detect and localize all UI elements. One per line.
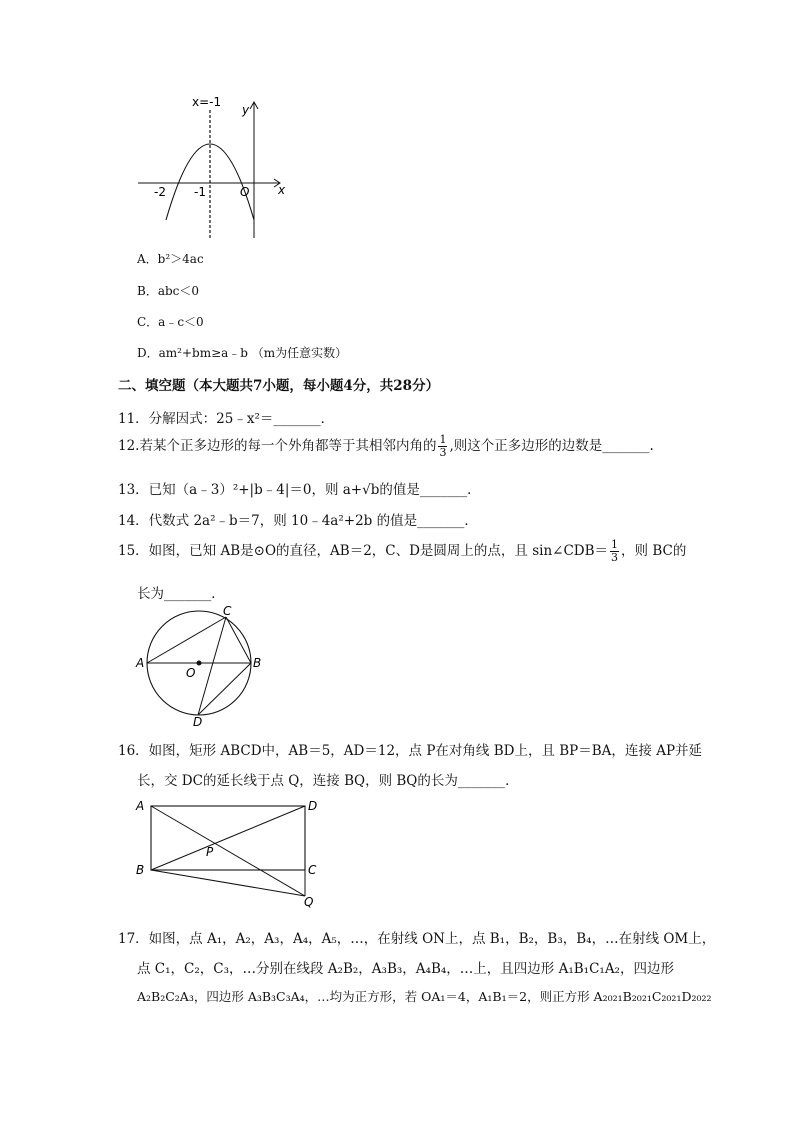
label-q: Q bbox=[304, 895, 314, 908]
q12-after: ,则这个正多边形的边数是_______. bbox=[449, 438, 654, 454]
q15-before: 15．如图，已知 AB是⊙O的直径，AB＝2，C、D是圆周上的点，且 sin∠CDB＝ bbox=[118, 543, 609, 559]
question-17-line3: A₂B₂C₂A₃，四边形 A₃B₃C₃A₄，…均为正方形，若 OA₁＝4，A₁B₁＝2，则正方形 A₂₀₂₁B₂₀₂₁C₂₀₂₁D₂₀₂₂ bbox=[137, 989, 712, 1004]
question-16-line1: 16．如图，矩形 ABCD中，AB＝5，AD＝12，点 P在对角线 BD上，且 BP＝BA，连接 AP并延 bbox=[118, 743, 703, 759]
segment-ac bbox=[147, 617, 226, 663]
question-15 bbox=[118, 539, 686, 564]
y-label: y bbox=[242, 103, 250, 117]
label-c: C bbox=[223, 604, 232, 618]
question-17-line1: 17．如图，点 A₁，A₂，A₃，A₄，A₅，…，在射线 ON上，点 B₁，B₂，B₃，B₄，…在射线 OM上， bbox=[118, 931, 716, 947]
q15-fraction bbox=[610, 539, 619, 564]
question-14: 14．代数式 2a²﹣b＝7，则 10﹣4a²+2b 的值是_______． bbox=[118, 513, 478, 529]
label-a: A bbox=[136, 799, 145, 813]
x-label: x bbox=[278, 183, 286, 197]
label-b: B bbox=[253, 656, 262, 670]
diagonal-bd bbox=[151, 806, 305, 870]
label-b: B bbox=[136, 863, 145, 877]
rectangle-figure bbox=[132, 796, 332, 908]
question-15-line2: 长为_______． bbox=[137, 586, 225, 602]
label-p: P bbox=[206, 845, 214, 859]
option-b: B．abc＜0 bbox=[137, 284, 200, 298]
tick-neg2: -2 bbox=[154, 185, 166, 199]
question-17-line2: 点 C₁，C₂，C₃，…分别在线段 A₂B₂，A₃B₃，A₄B₄，…上，且四边形 A₁B₁C₁A₂，四边形 bbox=[137, 961, 674, 977]
origin-label: O bbox=[240, 185, 250, 199]
label-d: D bbox=[193, 715, 203, 729]
q12-frac-den: 3 bbox=[439, 446, 447, 459]
tick-neg1: -1 bbox=[194, 185, 206, 199]
question-12 bbox=[118, 434, 654, 459]
label-o: O bbox=[186, 666, 196, 680]
segment-cd bbox=[198, 617, 226, 715]
question-13: 13．已知（a﹣3）²+|b﹣4|＝0，则 a+√b的值是_______． bbox=[118, 482, 481, 498]
axis-line-label: x=-1 bbox=[192, 95, 222, 109]
q12-frac-num: 1 bbox=[439, 433, 447, 446]
option-a: A．b²＞4ac bbox=[137, 252, 204, 266]
q12-before: 12.若某个正多边形的每一个外角都等于其相邻内角的 bbox=[118, 438, 437, 454]
q12-fraction bbox=[438, 434, 447, 459]
question-16-line2: 长，交 DC的延长线于点 Q，连接 BQ，则 BQ的长为_______． bbox=[137, 773, 519, 789]
question-11: 11．分解因式：25﹣x²＝_______． bbox=[118, 411, 335, 427]
segment-cb bbox=[226, 617, 251, 663]
section-heading: 二、填空题（本大题共7小题，每小题4分，共28分） bbox=[118, 378, 440, 394]
option-c: C．a﹣c＜0 bbox=[137, 315, 204, 329]
center-point bbox=[197, 661, 202, 666]
q15-after: ，则 BC的 bbox=[621, 543, 687, 559]
circle-figure bbox=[130, 600, 270, 730]
label-a: A bbox=[136, 656, 145, 670]
segment-db bbox=[198, 663, 251, 715]
parabola-figure bbox=[130, 92, 300, 242]
option-d: D．am²+bm≥a﹣b （m为任意实数） bbox=[137, 346, 348, 360]
q15-frac-den: 3 bbox=[611, 551, 619, 564]
q15-frac-num: 1 bbox=[611, 538, 619, 551]
label-d: D bbox=[308, 799, 318, 813]
label-c: C bbox=[308, 863, 317, 877]
